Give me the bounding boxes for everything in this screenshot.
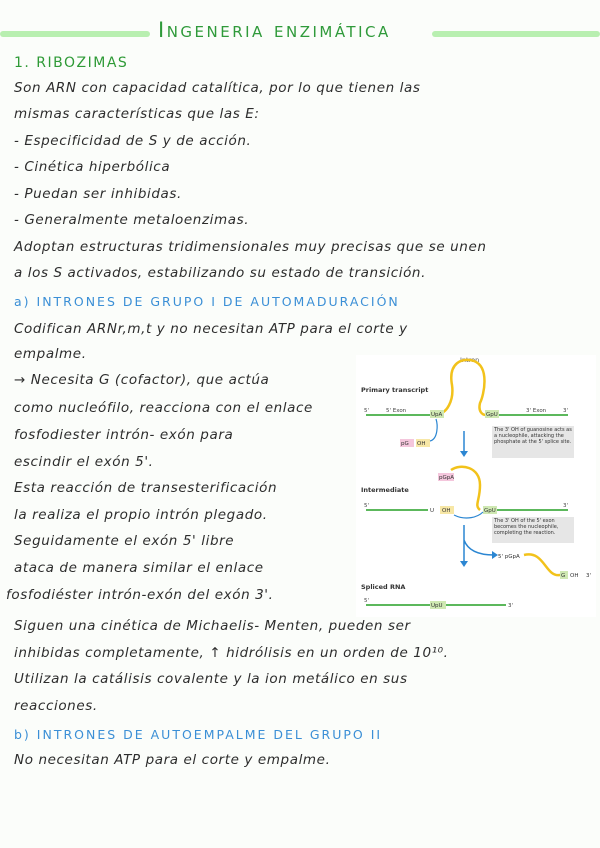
title-highlight-right	[432, 31, 600, 37]
text-line: ataca de manera similar el enlace	[14, 560, 264, 576]
released-pgpa-label: 5' pGpA	[498, 554, 520, 560]
text-line: Esta reacción de transesterificación	[14, 480, 278, 496]
list-item: - Cinética hiperbólica	[14, 159, 171, 175]
label-intermediate: Intermediate	[361, 486, 409, 494]
exon5-label: 5' Exon	[386, 408, 407, 414]
text-line: fosfodiester intrón- exón para	[14, 427, 234, 443]
exon3-label: 3' Exon	[526, 408, 547, 414]
text-line: reacciones.	[14, 698, 98, 714]
list-item: - Generalmente metaloenzimas.	[14, 212, 250, 228]
text-line: Seguidamente el exón 5' libre	[14, 533, 235, 549]
subheading-group-i: a) INTRONES DE GRUPO I DE AUTOMADURACIÓN	[14, 294, 400, 309]
text-line: mismas características que las E:	[14, 106, 260, 122]
text-line: escindir el exón 5'.	[14, 454, 154, 470]
upa-label: UpA	[431, 412, 443, 418]
u-label: U	[430, 508, 435, 514]
note-2: The 3' OH of the 5' exon becomes the nucleophile, completing the reaction.	[494, 518, 559, 536]
text-line: la realiza el propio intrón plegado.	[14, 507, 268, 523]
text-line: fosfodiéster intrón-exón del exón 3'.	[6, 587, 274, 603]
gpu-label: GpU	[486, 412, 498, 418]
list-item: - Especificidad de S y de acción.	[14, 133, 252, 149]
g-label: G	[561, 573, 566, 579]
title-banner	[0, 18, 600, 48]
text-line: como nucleófilo, reacciona con el enlace	[14, 400, 313, 416]
page-title: Ingeneria enzimática	[158, 18, 391, 42]
text-line: Utilizan la catálisis covalente y la ion metálico en sus	[14, 671, 408, 687]
list-item: - Puedan ser inhibidas.	[14, 186, 182, 202]
gpa-label: pGpA	[439, 475, 455, 481]
note-1: The 3' OH of guanosine acts as a nucleophile, attacking the phosphate at the 5' splice site.	[494, 427, 572, 445]
three-prime-label-4: 3'	[508, 603, 514, 609]
oh-label-3: OH	[570, 573, 579, 579]
three-prime-label-3: 3'	[586, 573, 592, 579]
label-intron: Intron	[460, 356, 480, 364]
pg-label: pG	[401, 441, 409, 447]
oh-label: OH	[417, 441, 426, 447]
label-spliced-rna: Spliced RNA	[361, 583, 406, 591]
title-highlight-left	[0, 31, 150, 37]
section-heading-ribozimas: 1. RIBOZIMAS	[14, 55, 129, 71]
text-line: a los S activados, estabilizando su estado de transición.	[14, 265, 426, 281]
text-line: → Necesita G (cofactor), que actúa	[14, 372, 270, 388]
text-line: Adoptan estructuras tridimensionales muy precisas que se unen	[14, 239, 487, 255]
three-prime-label: 3'	[563, 408, 569, 414]
text-line: Son ARN con capacidad catalítica, por lo que tienen las	[14, 80, 421, 96]
splicing-diagram	[356, 355, 596, 617]
text-line: No necesitan ATP para el corte y empalme.	[14, 752, 331, 768]
five-prime-label-2: 5'	[364, 503, 370, 509]
text-line: empalme.	[14, 346, 87, 362]
text-line: Codifican ARNr,m,t y no necesitan ATP para el corte y	[14, 321, 408, 337]
subheading-group-ii: b) INTRONES DE AUTOEMPALME DEL GRUPO II	[14, 727, 383, 742]
upu-label: UpU	[431, 603, 443, 609]
text-line: inhibidas completamente, ↑ hidrólisis en un orden de 10¹⁰.	[14, 645, 449, 661]
text-line: Siguen una cinética de Michaelis- Menten, pueden ser	[14, 618, 411, 634]
five-prime-label: 5'	[364, 408, 370, 414]
oh-label-2: OH	[442, 508, 451, 514]
five-prime-label-4: 5'	[364, 598, 370, 604]
gpu-label-2: GpU	[484, 508, 496, 514]
label-primary-transcript: Primary transcript	[361, 386, 429, 394]
three-prime-label-2: 3'	[563, 503, 569, 509]
